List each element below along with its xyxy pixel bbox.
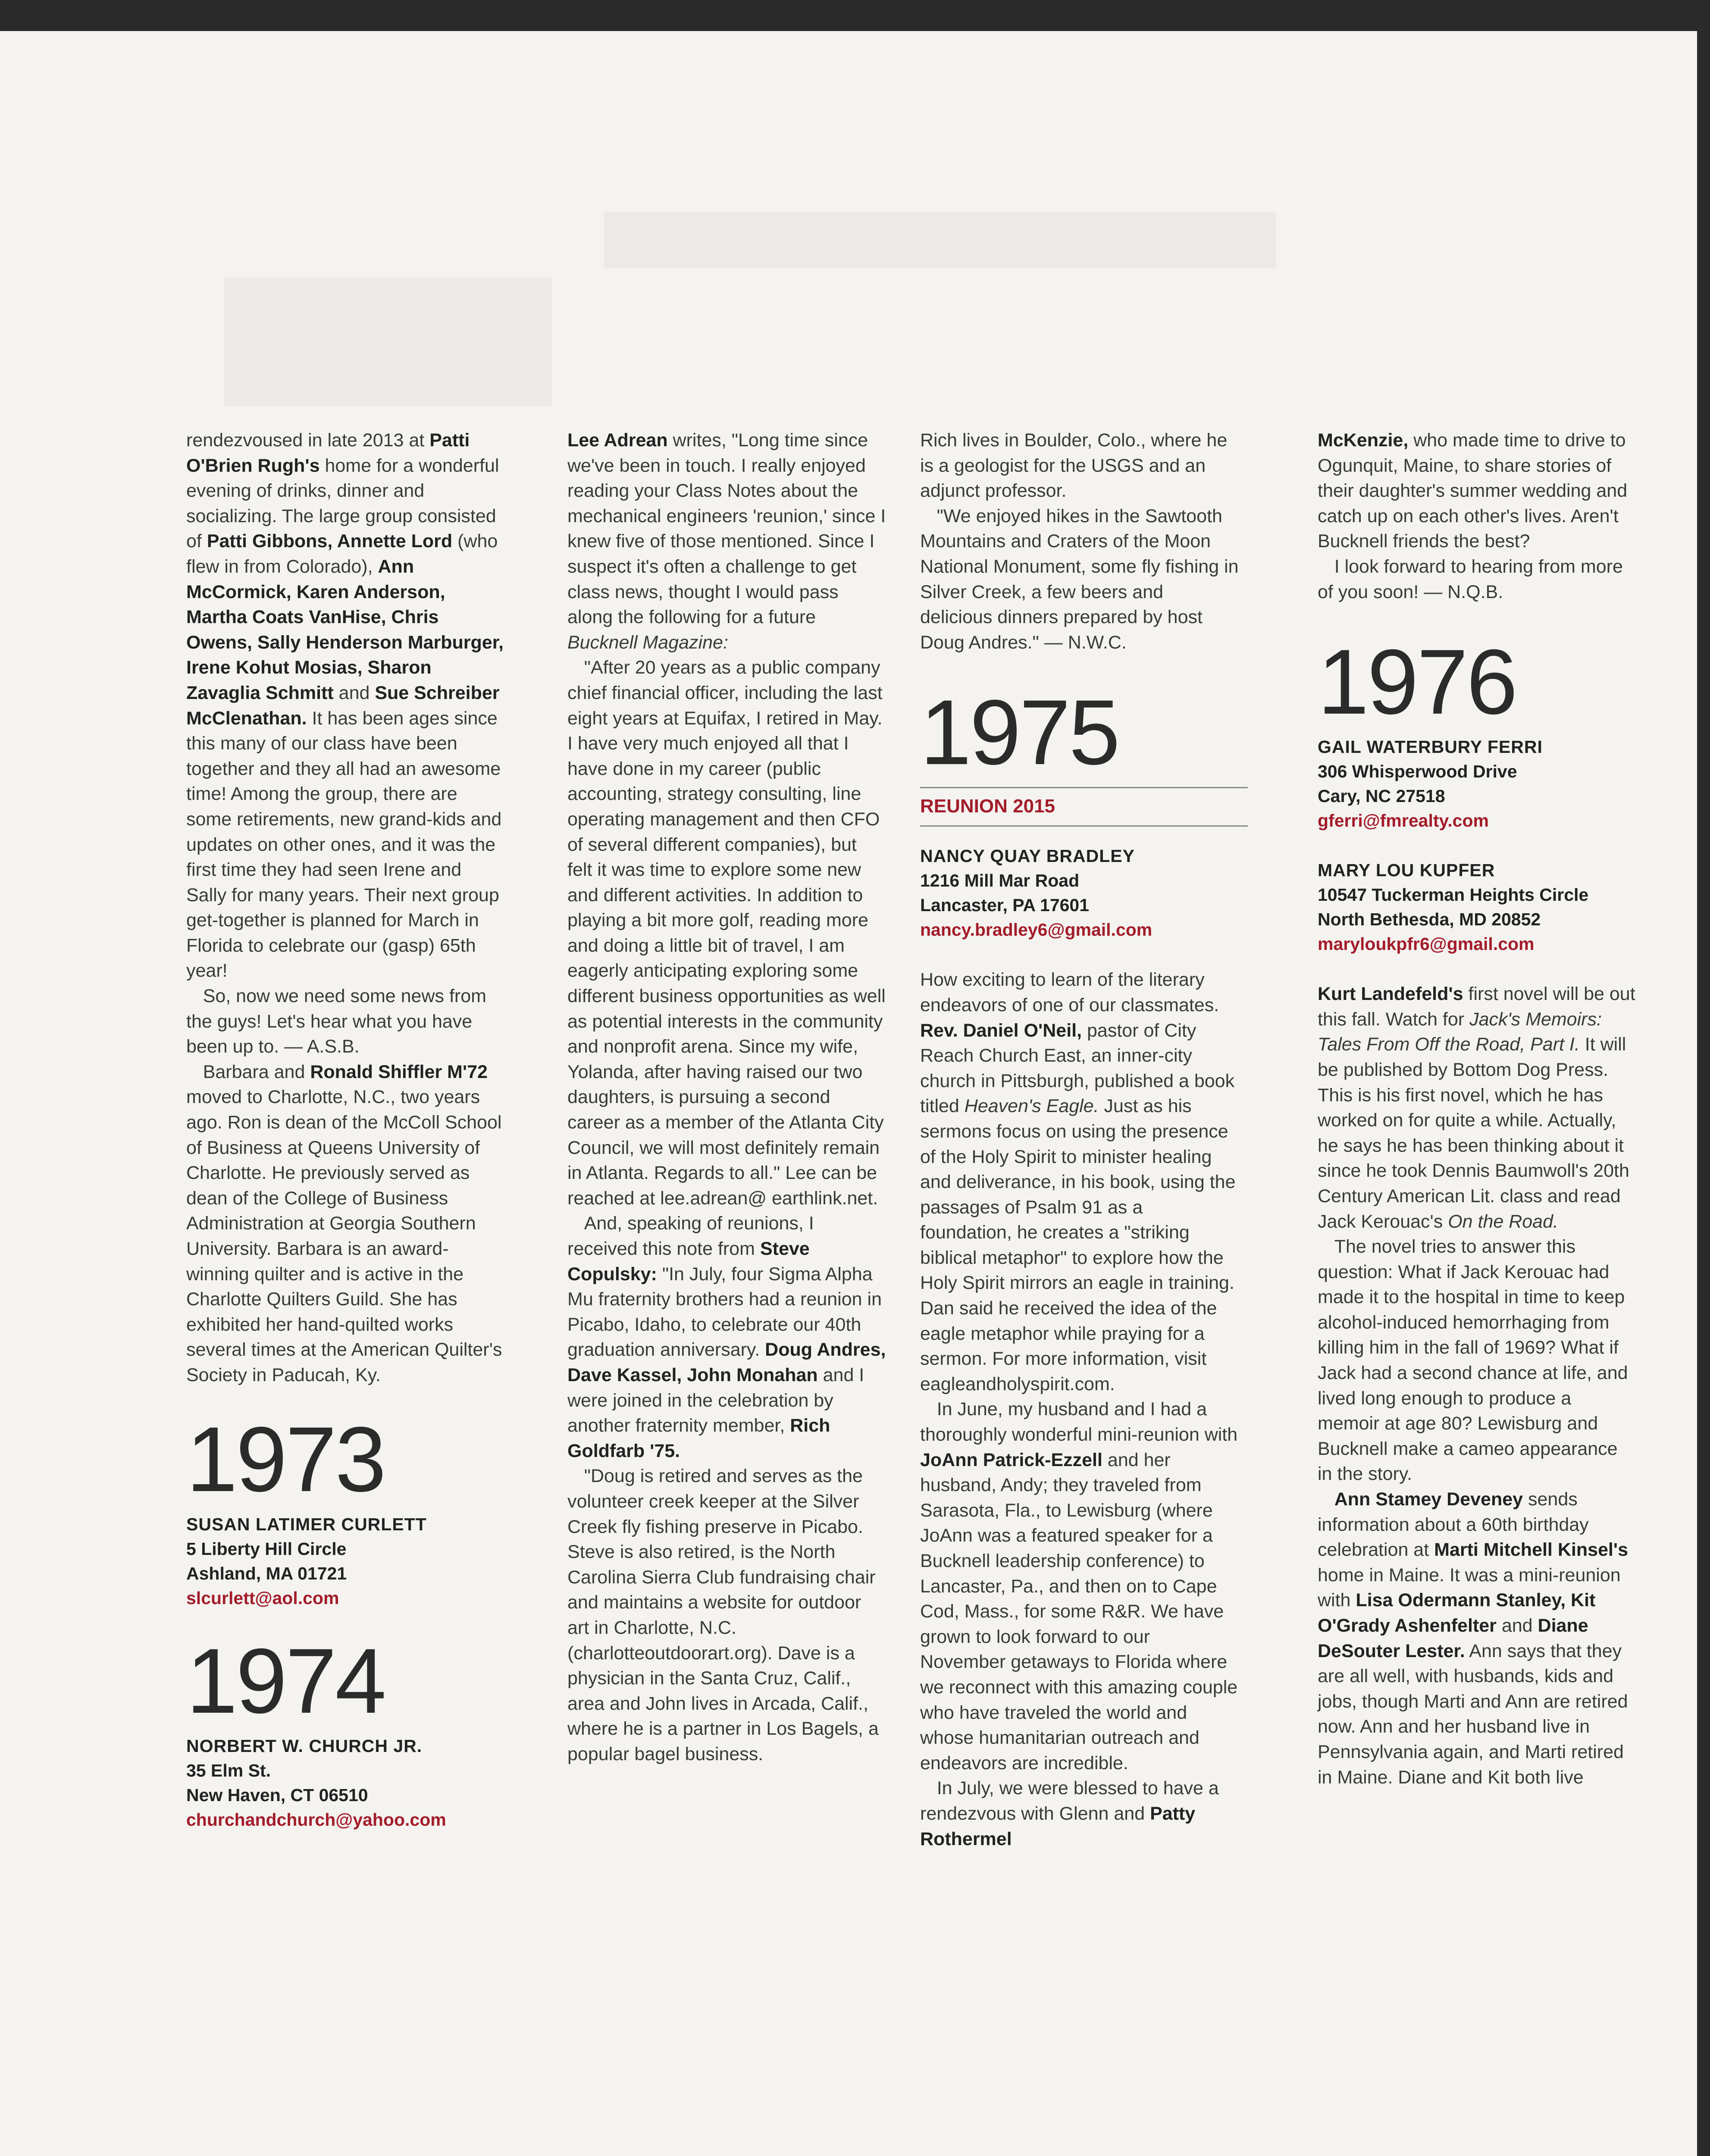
col2-paragraph-3: And, speaking of reunions, I received this note from Steve Copulsky: "In July, four Sigma Alpha Mu fraternity brothers had a reunion in Picabo, Idaho, to celebrate our 40th graduation anniversary. Doug Andres, Dave Kassel, John Monahan and I were joined in the celebration by another fraternity member, Rich Goldfarb '75. bbox=[567, 1213, 886, 1461]
column-2 bbox=[567, 428, 886, 1767]
column-3 bbox=[920, 428, 1239, 1852]
col1-paragraph-2: So, now we need some news from the guys! Let's hear what you have been up to. — A.S.B. bbox=[186, 986, 486, 1057]
col3-paragraph-1: Rich lives in Boulder, Colo., where he is a geologist for the USGS and an adjunct professor. bbox=[920, 430, 1228, 501]
class-year-1974: 1974 bbox=[186, 1629, 385, 1733]
email-link[interactable]: slcurlett@aol.com bbox=[186, 1588, 339, 1608]
column-4 bbox=[1318, 428, 1637, 1790]
class-year-1973: 1973 bbox=[186, 1407, 385, 1511]
col4-paragraph-2: I look forward to hearing from more of you soon! — N.Q.B. bbox=[1318, 556, 1623, 602]
email-link[interactable]: churchandchurch@yahoo.com bbox=[186, 1809, 446, 1830]
class-year-1976: 1976 bbox=[1318, 630, 1516, 734]
class-contact-1976-second: MARY LOU KUPFER 10547 Tuckerman Heights Circle North Bethesda, MD 20852 maryloukpfr6@gmail.com bbox=[1318, 858, 1637, 956]
faded-bleed-through-title bbox=[604, 212, 1276, 268]
col3-paragraph-5: In July, we were blessed to have a rendezvous with Glenn and Patty Rothermel bbox=[920, 1778, 1219, 1849]
col3-paragraph-4: In June, my husband and I had a thoroughly wonderful mini-reunion with JoAnn Patrick-Ezzell and her husband, Andy; they traveled from Sarasota, Fla., to Lewisburg (where JoAnn was a featured speaker for a Bucknell leadership conference) to Lancaster, Pa., and then on to Cape Cod, Mass., for some R&R. We have grown to look forward to our November getaways to Florida where we reconnect with this amazing couple who have traveled the world and whose humanitarian outreach and endeavors are incredible. bbox=[920, 1399, 1238, 1774]
col2-paragraph-2: "After 20 years as a public company chief financial officer, including the last eight years at Equifax, I retired in May. I have very much enjoyed all that I have done in my career (public accounting, strategy consulting, line operating management and then CFO of several different companies), but felt it was time to explore some new and different activities. In addition to playing a bit more golf, reading more and doing a little bit of travel, I am eagerly anticipating exploring some different business opportunities as well as potential interests in the community and nonprofit arena. Since my wife, Yolanda, after having raised our two daughters, is pursuing a second career as a member of the Atlanta City Council, we will most definitely remain in Atlanta. Regards to all." Lee can be reached at lee.adrean@ earthlink.net. bbox=[567, 657, 886, 1209]
col2-paragraph-4: "Doug is retired and serves as the volunteer creek keeper at the Silver Creek fly fishing preserve in Picabo. Steve is also retired, is the North Carolina Sierra Club fundraising chair and maintains a website for outdoor art in Charlotte, N.C. (charlotteoutdoorart.org). Dave is a physician in the Santa Cruz, Calif., area and John lives in Arcada, Calif., where he is a partner in Los Bagels, a popular bagel business. bbox=[567, 1466, 879, 1764]
col1-paragraph-3: Barbara and Ronald Shiffler M'72 moved to Charlotte, N.C., two years ago. Ron is dean of the McColl School of Business at Queens University of Charlotte. He previously served as dean of the College of Business Administration at Georgia Southern University. Barbara is an award-winning quilter and is active in the Charlotte Quilters Guild. She has exhibited her hand-quilted works several times at the American Quilter's Society in Paducah, Ky. bbox=[186, 1061, 502, 1385]
email-link[interactable]: maryloukpfr6@gmail.com bbox=[1318, 934, 1535, 954]
email-link[interactable]: gferri@fmrealty.com bbox=[1318, 811, 1489, 831]
magazine-page bbox=[0, 31, 1697, 2156]
reunion-banner: REUNION 2015 bbox=[920, 787, 1248, 827]
class-contact-1976: GAIL WATERBURY FERRI 306 Whisperwood Drive Cary, NC 27518 gferri@fmrealty.com bbox=[1318, 735, 1637, 833]
class-contact-1975: NANCY QUAY BRADLEY 1216 Mill Mar Road Lancaster, PA 17601 nancy.bradley6@gmail.com bbox=[920, 844, 1239, 942]
col3-paragraph-2: "We enjoyed hikes in the Sawtooth Mountains and Craters of the Moon National Monument, some fly fishing in Silver Creek, a few beers and delicious dinners prepared by host Doug Andres." — N.W.C. bbox=[920, 505, 1239, 653]
col4-paragraph-3: Kurt Landefeld's first novel will be out this fall. Watch for Jack's Memoirs: Tales From Off the Road, Part I. It will be published by Bottom Dog Press. This is his first novel, which he has worked on for quite a while. Actually, he says he has been thinking about it since he took Dennis Baumwoll's 20th Century American Lit. class and read Jack Kerouac's On the Road. bbox=[1318, 984, 1635, 1232]
col4-paragraph-4: The novel tries to answer this question: What if Jack Kerouac had made it to the hospital in time to keep alcohol-induced hemorrhaging from killing him in the fall of 1969? What if Jack had a second chance at life, and lived long enough to produce a memoir at age 80? Lewisburg and Bucknell make a cameo appearance in the story. bbox=[1318, 1236, 1628, 1485]
class-contact-1973: SUSAN LATIMER CURLETT 5 Liberty Hill Circle Ashland, MA 01721 slcurlett@aol.com bbox=[186, 1512, 505, 1611]
col1-paragraph-1: rendezvoused in late 2013 at Patti O'Brien Rugh's home for a wonderful evening of drinks, dinner and socializing. The large group consisted of Patti Gibbons, Annette Lord (who flew in from Colorado), Ann McCormick, Karen Anderson, Martha Coats VanHise, Chris Owens, Sally Henderson Marburger, Irene Kohut Mosias, Sharon Zavaglia Schmitt and Sue Schreiber McClenathan. It has been ages since this many of our class have been together and they all had an awesome time! Among the group, there are some retirements, new grand-kids and updates on other ones, and it was the first time they had seen Irene and Sally for many years. Their next group get-together is planned for March in Florida to celebrate our (gasp) 65th year! bbox=[186, 430, 504, 981]
class-year-1975: 1975 bbox=[920, 681, 1119, 784]
col4-paragraph-1: McKenzie, who made time to drive to Ogunquit, Maine, to share stories of their daughter's summer wedding and catch up on each other's lives. Aren't Bucknell friends the best? bbox=[1318, 430, 1628, 552]
col3-paragraph-3: How exciting to learn of the literary endeavors of one of our classmates. Rev. Daniel O'Neil, pastor of City Reach Church East, an inner-city church in Pittsburgh, published a book titled Heaven's Eagle. Just as his sermons focus on using the presence of the Holy Spirit to minister healing and deliverance, in his book, using the passages of Psalm 91 as a foundation, he creates a "striking biblical metaphor" to explore how the Holy Spirit mirrors an eagle in training. Dan said he received the idea of the eagle metaphor while praying for a sermon. For more information, visit eagleandholyspirit.com. bbox=[920, 969, 1236, 1395]
faded-bleed-through-image bbox=[224, 277, 552, 406]
class-contact-1974: NORBERT W. CHURCH JR. 35 Elm St. New Haven, CT 06510 churchandchurch@yahoo.com bbox=[186, 1734, 505, 1832]
col2-paragraph-1: Lee Adrean writes, "Long time since we've been in touch. I really enjoyed reading your Class Notes about the mechanical engineers 'reunion,' since I knew five of those mentioned. Since I suspect it's often a challenge to get class news, thought I would pass along the following for a future Bucknell Magazine: bbox=[567, 430, 886, 653]
email-link[interactable]: nancy.bradley6@gmail.com bbox=[920, 920, 1153, 940]
column-1 bbox=[186, 428, 505, 1832]
col4-paragraph-5: Ann Stamey Deveney sends information about a 60th birthday celebration at Marti Mitchell Kinsel's home in Maine. It was a mini-reunion with Lisa Odermann Stanley, Kit O'Grady Ashenfelter and Diane DeSouter Lester. Ann says that they are all well, with husbands, kids and jobs, though Marti and Ann are retired now. Ann and her husband live in Pennsylvania again, and Marti retired in Maine. Diane and Kit both live bbox=[1318, 1489, 1629, 1788]
